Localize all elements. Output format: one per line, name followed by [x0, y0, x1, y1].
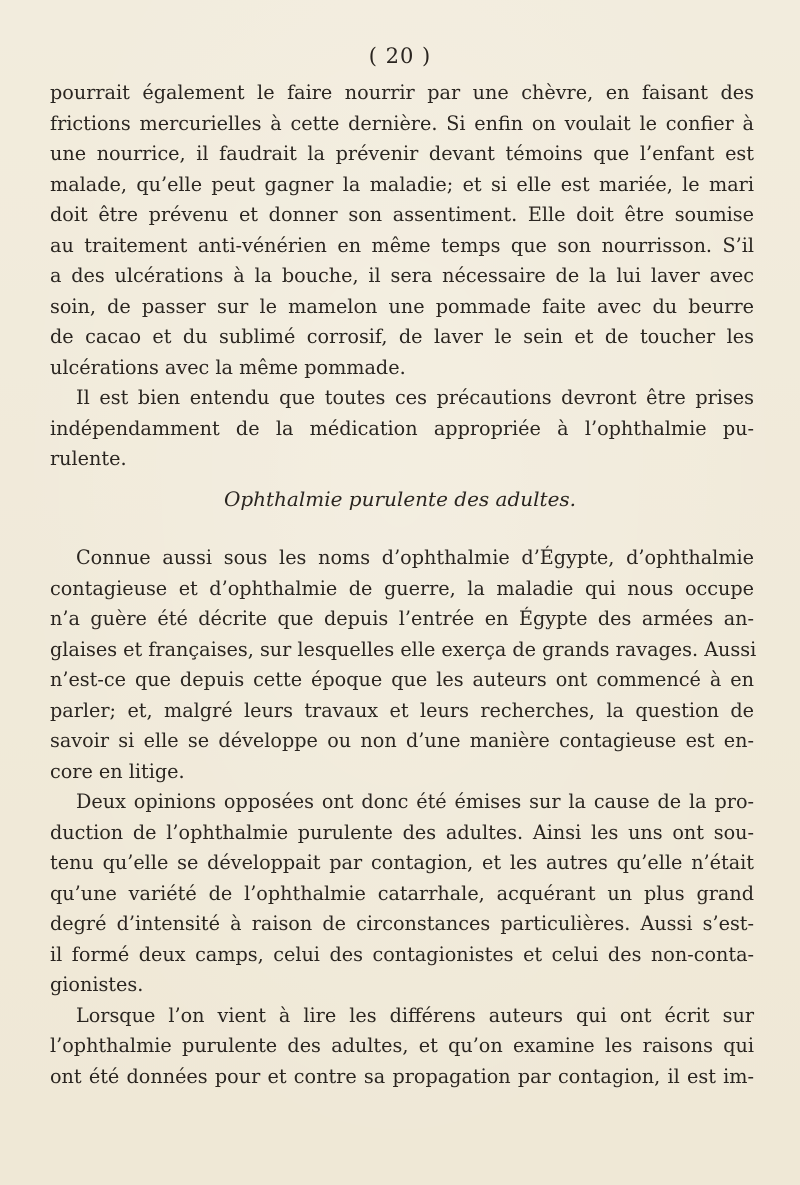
text-line: indépendamment de la médication appropriée à l’ophthalmie pu- [50, 416, 754, 440]
text-line: savoir si elle se développe ou non d’une manière contagieuse est en- [50, 729, 754, 752]
text-line: frictions mercurielles à cette dernière. Si enfin on voulait le confier à [50, 111, 754, 135]
text-line: Lorsque l’on vient à lire les différens auteurs qui ont écrit sur [76, 1003, 754, 1027]
top-text-block [50, 78, 754, 475]
text-line: gionistes. [50, 973, 144, 996]
text-line: ulcérations avec la même pommade. [50, 355, 406, 379]
text-line: Connue aussi sous les noms d’ophthalmie d’Égypte, d’ophthalmie [76, 546, 754, 569]
text-line: qu’une variété de l’ophthalmie catarrhale, acquérant un plus grand [50, 881, 754, 905]
text-line: rulente. [50, 447, 127, 470]
text-line: glaises et françaises, sur lesquelles elle exerça de grands ravages. Aussi [50, 637, 757, 661]
page-number: ( 20 ) [368, 44, 432, 68]
text-line: tenu qu’elle se développait par contagion, et les autres qu’elle n’était [50, 851, 754, 874]
text-line: une nourrice, il faudrait la prévenir devant témoins que l’enfant est [50, 142, 754, 165]
bottom-text-block [50, 543, 757, 1092]
text-line: contagieuse et d’ophthalmie de guerre, la maladie qui nous occupe [50, 576, 754, 600]
text-line: Il est bien entendu que toutes ces précautions devront être prises [76, 386, 754, 409]
text-line: de cacao et du sublimé corrosif, de laver le sein et de toucher les [50, 325, 754, 348]
text-line: Deux opinions opposées ont donc été émises sur la cause de la pro- [76, 790, 754, 813]
text-line: n’est-ce que depuis cette époque que les auteurs ont commencé à en [50, 668, 754, 691]
text-line: soin, de passer sur le mamelon une pommade faite avec du beurre [50, 294, 754, 318]
text-line: degré d’intensité à raison de circonstances particulières. Aussi s’est- [50, 912, 754, 935]
section-title: Ophthalmie purulente des adultes. [223, 487, 577, 511]
text-line: ont été données pour et contre sa propagation par contagion, il est im- [50, 1064, 754, 1088]
text-line: a des ulcérations à la bouche, il sera nécessaire de la lui laver avec [50, 264, 754, 287]
text-line: il formé deux camps, celui des contagionistes et celui des non-conta- [50, 942, 754, 966]
text-line: malade, qu’elle peut gagner la maladie; et si elle est mariée, le mari [50, 172, 754, 196]
text-line: doit être prévenu et donner son assentiment. Elle doit être soumise [50, 203, 754, 226]
text-line: n’a guère été décrite que depuis l’entrée en Égypte des armées an- [50, 607, 754, 630]
text-line: l’ophthalmie purulente des adultes, et qu’on examine les raisons qui [50, 1034, 754, 1057]
text-line: parler; et, malgré leurs travaux et leurs recherches, la question de [50, 698, 754, 722]
text-line: au traitement anti-vénérien en même temps que son nourrisson. S’il [50, 233, 754, 257]
text-line: core en litige. [50, 759, 185, 783]
text-line: pourrait également le faire nourrir par une chèvre, en faisant des [50, 81, 754, 104]
text-line: duction de l’ophthalmie purulente des adultes. Ainsi les uns ont sou- [50, 820, 754, 844]
